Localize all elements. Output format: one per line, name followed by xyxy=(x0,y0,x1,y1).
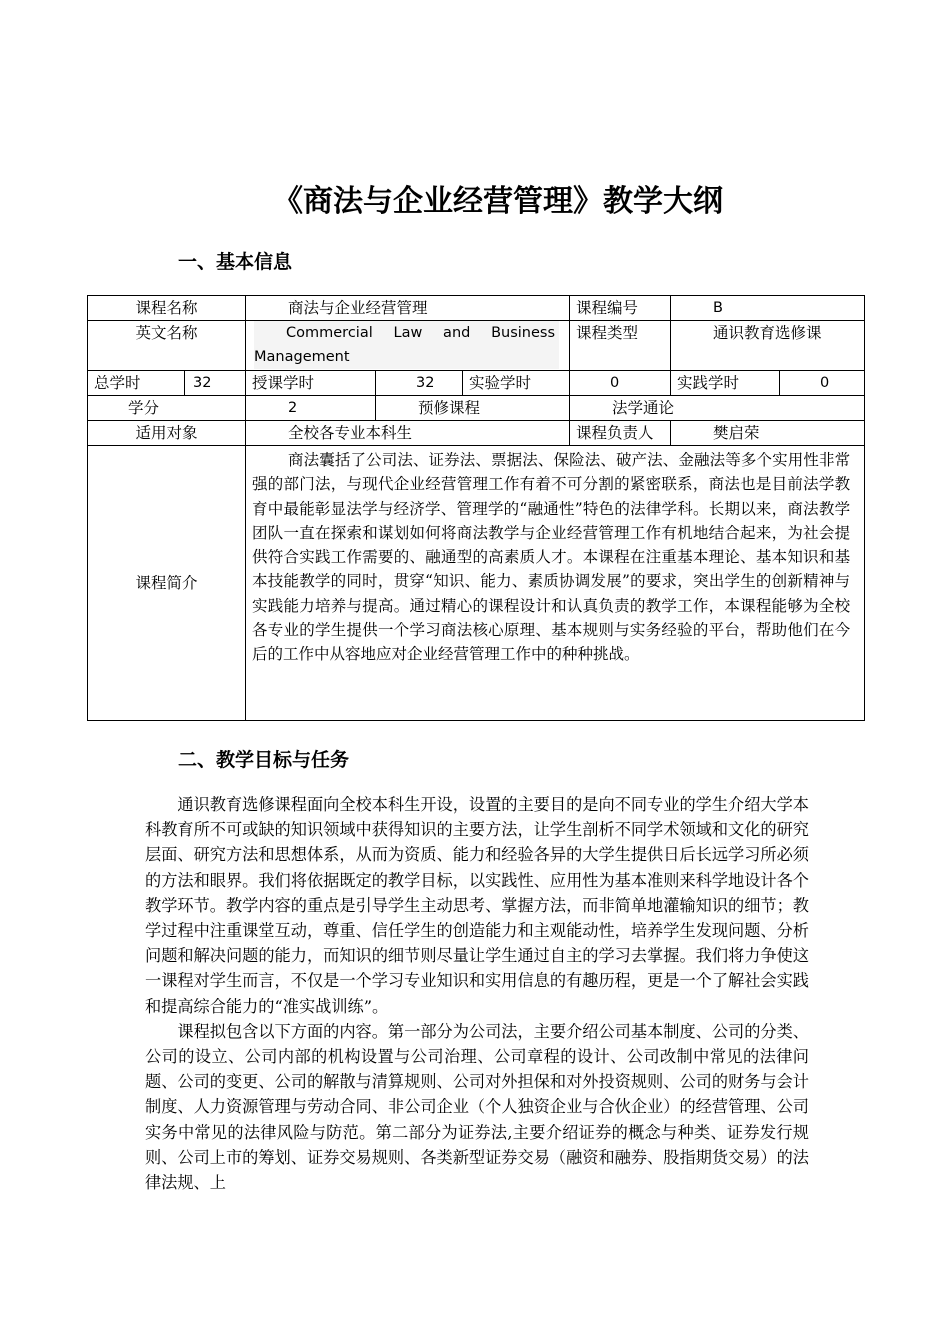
table-row xyxy=(88,321,865,371)
table-row xyxy=(88,296,865,321)
label-course-lead: 课程负责人 xyxy=(570,421,671,446)
section-heading-goals: 二、教学目标与任务 xyxy=(178,749,350,771)
label-course-name: 课程名称 xyxy=(88,296,246,321)
label-total-hours: 总学时 xyxy=(88,371,185,396)
value-english-name: Commercial Law and Business Management xyxy=(254,321,559,369)
label-course-code: 课程编号 xyxy=(570,296,671,321)
section-heading-basic-info: 一、基本信息 xyxy=(178,251,293,273)
course-intro-cell xyxy=(246,446,865,721)
document-title: 《商法与企业经营管理》教学大纲 xyxy=(273,184,723,219)
value-course-name: 商法与企业经营管理 xyxy=(246,296,570,321)
value-credits: 2 xyxy=(246,396,376,421)
label-lecture-hours: 授课学时 xyxy=(246,371,376,396)
value-lecture-hours: 32 xyxy=(376,371,463,396)
value-total-hours: 32 xyxy=(185,371,246,396)
value-course-type: 通识教育选修课 xyxy=(671,321,865,371)
table-row xyxy=(88,371,865,396)
goals-paragraph-1: 通识教育选修课程面向全校本科生开设，设置的主要目的是向不同专业的学生介绍大学本科教育所不可或缺的知识领域中获得知识的主要方法，让学生剖析不同学术领域和文化的研究层面、研究方法和思想体系，从而为资质、能力和经验各异的大学生提供日后长远学习所必须的方法和眼界。我们将依据既定的教学目标，以实践性、应用性为基本准则来科学地设计各个教学环节。教学内容的重点是引导学生主动思考、掌握方法，而非简单地灌输知识的细节；教学过程中注重课堂互动，尊重、信任学生的创造能力和主观能动性，培养学生发现问题、分析问题和解决问题的能力，而知识的细节则尽量让学生通过自主的学习去掌握。我们将力争使这一课程对学生而言，不仅是一个学习专业知识和实用信息的有趣历程，更是一个了解社会实践和提高综合能力的“准实战训练”。 xyxy=(145,795,809,1016)
english-name-cell xyxy=(246,321,570,371)
label-lab-hours: 实验学时 xyxy=(463,371,570,396)
goals-paragraph-2: 课程拟包含以下方面的内容。第一部分为公司法，主要介绍公司基本制度、公司的分类、公司的设立、公司内部的机构设置与公司治理、公司章程的设计、公司改制中常见的法律问题、公司的变更、公司的解散与清算规则、公司对外担保和对外投资规则、公司的财务与会计制度、人力资源管理与劳动合同、非公司企业（个人独资企业与合伙企业）的经营管理、公司实务中常见的法律风险与防范。第二部分为证券法,主要介绍证券的概念与种类、证券发行规则、公司上市的筹划、证券交易规则、各类新型证券交易（融资和融券、股指期货交易）的法律法规、上 xyxy=(145,1021,809,1193)
label-prereq: 预修课程 xyxy=(376,396,570,421)
label-course-type: 课程类型 xyxy=(570,321,671,371)
value-audience: 全校各专业本科生 xyxy=(246,421,570,446)
value-course-intro: 商法囊括了公司法、证券法、票据法、保险法、破产法、金融法等多个实用性非常强的部门法，与现代企业经营管理工作有着不可分割的紧密联系，商法也是目前法学教育中最能彰显法学与经济学、管理学的“融通性”特色的法律学科。长期以来，商法教学团队一直在探索和谋划如何将商法教学与企业经营管理工作有机地结合起来，为社会提供符合实践工作需要的、融通型的高素质人才。本课程在注重基本理论、基本知识和基本技能教学的同时，贯穿“知识、能力、素质协调发展”的要求，突出学生的创新精神与实践能力培养与提高。通过精心的课程设计和认真负责的教学工作，本课程能够为全校各专业的学生提供一个学习商法核心原理、基本规则与实务经验的平台，帮助他们在今后的工作中从容地应对企业经营管理工作中的种种挑战。 xyxy=(252,451,851,664)
value-course-lead: 樊启荣 xyxy=(671,421,865,446)
label-credits: 学分 xyxy=(88,396,246,421)
value-course-code: B xyxy=(671,296,865,321)
label-english-name: 英文名称 xyxy=(88,321,246,371)
value-practice-hours: 0 xyxy=(780,371,865,396)
goals-body xyxy=(145,792,809,1195)
table-row xyxy=(88,446,865,721)
label-practice-hours: 实践学时 xyxy=(671,371,780,396)
value-lab-hours: 0 xyxy=(570,371,671,396)
label-course-intro: 课程简介 xyxy=(88,446,246,721)
value-prereq: 法学通论 xyxy=(570,396,865,421)
label-audience: 适用对象 xyxy=(88,421,246,446)
table-row xyxy=(88,396,865,421)
basic-info-table xyxy=(87,295,865,721)
table-row xyxy=(88,421,865,446)
